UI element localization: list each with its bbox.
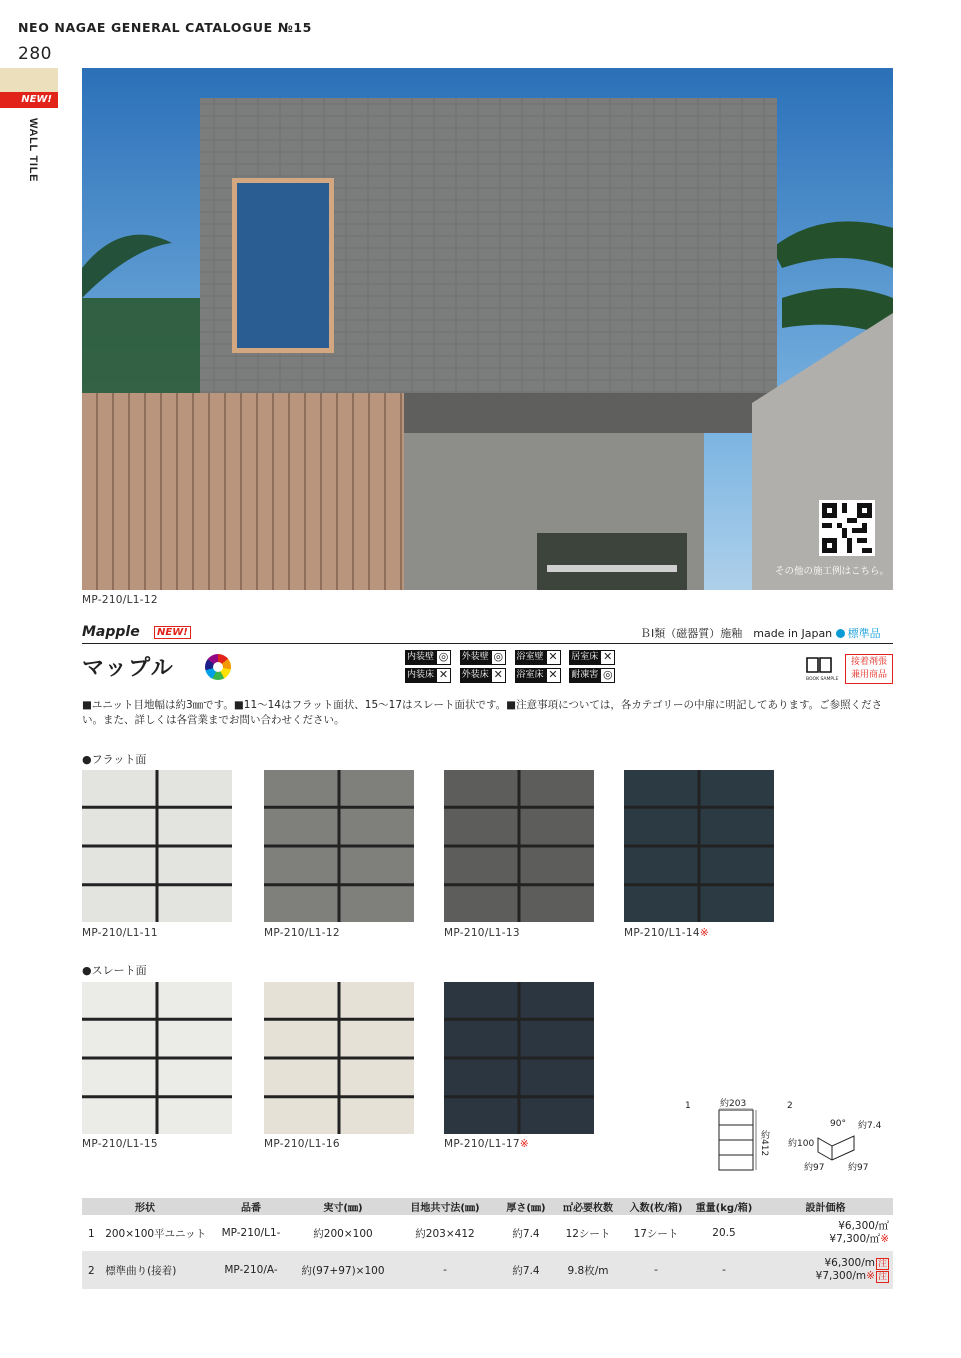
tile-caption <box>444 927 520 939</box>
qr-code[interactable] <box>819 500 875 556</box>
cell-weight: - <box>690 1251 758 1289</box>
cell-code: MP-210/A- <box>208 1251 294 1289</box>
row-number: 1 <box>88 1227 95 1240</box>
tile-piece <box>444 886 518 922</box>
flat-section-label: ●フラット面 <box>82 753 147 766</box>
catalogue-title: NEO NAGAE GENERAL CATALOGUE №15 <box>18 20 312 35</box>
tile-piece <box>159 982 233 1018</box>
tile-piece <box>521 770 595 806</box>
tile-piece <box>341 1021 415 1057</box>
cell-qty: 17シート <box>633 1227 679 1240</box>
tile-piece <box>341 770 415 806</box>
adhesive-line1: 接着剤張 <box>850 657 887 667</box>
cell-shape <box>82 1215 208 1251</box>
tile-code: MP-210/L1-14 <box>624 927 700 939</box>
tile-piece <box>521 848 595 884</box>
usage-item <box>515 650 567 665</box>
tile-piece <box>444 1060 518 1096</box>
price-line-2: ¥7,300/㎡※ <box>829 1233 889 1245</box>
cell-thickness: 約7.4 <box>498 1251 554 1289</box>
usage-label: 内装床 <box>405 668 436 683</box>
tile-piece <box>624 848 698 884</box>
diagram-thickness-label: 約7.4 <box>858 1121 882 1131</box>
tile-piece <box>701 886 775 922</box>
tile-piece <box>341 809 415 845</box>
cell-thickness: 約7.4 <box>512 1227 540 1240</box>
usage-mark: ✕ <box>546 650 561 665</box>
unit-diagram <box>718 1108 758 1172</box>
diagram-1-number: 1 <box>685 1101 691 1111</box>
col-weight: 重量(kg/箱) <box>690 1198 758 1215</box>
cell-joint: 約203×412 <box>415 1227 475 1240</box>
tile-piece <box>444 809 518 845</box>
tile-piece <box>264 1060 338 1096</box>
tile-piece <box>159 848 233 884</box>
usage-label: 外装壁 <box>460 650 491 665</box>
cell-need: 9.8枚/m <box>554 1251 622 1289</box>
tile-caption <box>82 1138 158 1150</box>
tile-piece <box>624 770 698 806</box>
spec-table <box>82 1198 893 1289</box>
usage-mark: ◎ <box>436 650 451 665</box>
standard-dot-icon <box>836 629 845 638</box>
diagram-2-number: 2 <box>787 1101 793 1111</box>
usage-mark: ✕ <box>491 668 506 683</box>
col-shape: 形状 <box>82 1198 208 1215</box>
diagram-height-label: 約412 <box>759 1130 769 1157</box>
cell-joint: - <box>392 1251 498 1289</box>
tile-piece <box>521 809 595 845</box>
tile-pattern <box>624 770 774 922</box>
cell-weight: 20.5 <box>712 1227 736 1239</box>
cell-shape <box>82 1251 208 1289</box>
tile-code: MP-210/L1-15 <box>82 1138 158 1150</box>
tile-mark: ※ <box>519 1138 529 1150</box>
product-name-en: Mapple <box>82 624 140 640</box>
cell-need: 12シート <box>565 1227 611 1240</box>
col-thickness: 厚さ(㎜) <box>498 1198 554 1215</box>
adhesive-line2: 兼用商品 <box>850 670 887 680</box>
page-number: 280 <box>18 44 52 64</box>
tile-piece <box>444 1021 518 1057</box>
tile-piece <box>264 770 338 806</box>
tile-piece <box>701 770 775 806</box>
note-badge: 注 <box>877 1272 887 1282</box>
book-sample-label: BOOK SAMPLE <box>806 677 839 682</box>
heading-rule <box>82 643 893 644</box>
tile-code: MP-210/L1-12 <box>264 927 340 939</box>
tile-piece <box>444 982 518 1018</box>
usage-label: 外装床 <box>460 668 491 683</box>
eco-logo-icon <box>205 654 231 680</box>
usage-item <box>460 650 512 665</box>
tile-swatch <box>264 982 414 1134</box>
tile-piece <box>341 886 415 922</box>
tile-pattern <box>82 982 232 1134</box>
cell-size: 約(97+97)×100 <box>294 1251 392 1289</box>
tile-piece <box>82 1021 156 1057</box>
usage-label: 耐凍害 <box>569 668 600 683</box>
usage-label: 浴室床 <box>515 668 546 683</box>
usage-mark: ✕ <box>436 668 451 683</box>
shape-text: 標準曲り(接着) <box>105 1264 177 1277</box>
col-need: ㎡必要枚数 <box>554 1198 622 1215</box>
tile-piece <box>264 982 338 1018</box>
usage-mark: ◎ <box>600 668 615 683</box>
tile-piece <box>521 982 595 1018</box>
usage-mark: ◎ <box>491 650 506 665</box>
tile-piece <box>521 1060 595 1096</box>
usage-item <box>515 668 567 683</box>
category-label: WALL TILE <box>27 118 39 183</box>
qr-caption: その他の施工例はこちら。 <box>774 566 889 577</box>
hero-photo <box>82 68 893 590</box>
tile-pattern <box>82 770 232 922</box>
tile-swatch <box>82 770 232 922</box>
usage-grid <box>405 650 621 683</box>
tile-piece <box>264 886 338 922</box>
diagram-angle-label: 90° <box>830 1119 846 1129</box>
hero-caption: MP-210/L1-12 <box>82 594 158 606</box>
corner-diagram <box>814 1128 860 1162</box>
usage-item <box>569 668 621 683</box>
tile-piece <box>444 848 518 884</box>
tile-piece <box>444 770 518 806</box>
tile-piece <box>82 982 156 1018</box>
tile-piece <box>264 1098 338 1134</box>
cell-qty: - <box>622 1251 690 1289</box>
palm-right <box>772 221 893 338</box>
tile-piece <box>159 809 233 845</box>
table-header-row <box>82 1198 893 1215</box>
table-row <box>82 1215 893 1251</box>
usage-label: 浴室壁 <box>515 650 546 665</box>
tile-piece <box>82 1098 156 1134</box>
spec-text: ＢⅠ類（磁器質）施釉 made in Japan <box>640 627 833 640</box>
col-code: 品番 <box>208 1198 294 1215</box>
tile-caption <box>82 927 158 939</box>
new-tab: NEW! <box>0 92 58 108</box>
qr-icon <box>822 503 872 553</box>
usage-mark: ✕ <box>600 650 615 665</box>
tile-piece <box>341 982 415 1018</box>
tile-piece <box>82 809 156 845</box>
cell-size: 約200×100 <box>313 1227 373 1240</box>
usage-item <box>405 650 457 665</box>
tile-piece <box>159 886 233 922</box>
row-number: 2 <box>88 1264 95 1277</box>
slate-section-label: ●スレート面 <box>82 964 147 977</box>
tile-piece <box>341 1060 415 1096</box>
cell-code: MP-210/L1- <box>221 1227 281 1239</box>
tile-piece <box>159 770 233 806</box>
tile-pattern <box>264 770 414 922</box>
tile-piece <box>701 809 775 845</box>
price-line-2: ¥7,300/m※ 注 <box>815 1270 887 1282</box>
tile-mark: ※ <box>699 927 709 939</box>
product-note: ■ユニット目地幅は約3㎜です。■11～14はフラット面状、15～17はスレート面状です。■注意事項については，各カテゴリーの中扉に明記してあります。ご参照ください。また、詳しくは各営業までお問い合わせください。 <box>82 699 883 726</box>
tile-piece <box>521 1098 595 1134</box>
building-illustration <box>82 68 893 590</box>
tile-piece <box>82 886 156 922</box>
diagram-b97-label: 約97 <box>848 1163 869 1173</box>
tile-code: MP-210/L1-13 <box>444 927 520 939</box>
tile-piece <box>159 1098 233 1134</box>
tile-piece <box>341 1098 415 1134</box>
new-badge: NEW! <box>154 626 191 639</box>
tile-pattern <box>264 982 414 1134</box>
tile-piece <box>701 848 775 884</box>
tile-code: MP-210/L1-17 <box>444 1138 520 1150</box>
price-line-1: ¥6,300/m 注 <box>824 1257 887 1269</box>
tile-piece <box>82 1060 156 1096</box>
tile-piece <box>521 886 595 922</box>
tile-piece <box>82 848 156 884</box>
tile-piece <box>624 809 698 845</box>
tile-piece <box>82 770 156 806</box>
tile-piece <box>521 1021 595 1057</box>
table-row <box>82 1251 893 1289</box>
standard-label: 標準品 <box>847 627 881 640</box>
col-size: 実寸(㎜) <box>294 1198 392 1215</box>
usage-label: 居室床 <box>569 650 600 665</box>
tile-code: MP-210/L1-11 <box>82 927 158 939</box>
diagram-width-label: 約203 <box>720 1099 747 1109</box>
note-badge: 注 <box>877 1259 887 1269</box>
col-joint: 目地共寸法(㎜) <box>392 1198 498 1215</box>
tile-pattern <box>444 770 594 922</box>
tile-piece <box>341 848 415 884</box>
tile-piece <box>624 886 698 922</box>
tile-piece <box>159 1060 233 1096</box>
tile-caption <box>624 927 709 939</box>
tile-swatch <box>444 770 594 922</box>
usage-item <box>405 668 457 683</box>
tile-piece <box>159 1021 233 1057</box>
tile-swatch <box>444 982 594 1134</box>
cell-price <box>758 1215 893 1251</box>
tile-caption <box>444 1138 529 1150</box>
tile-piece <box>264 848 338 884</box>
cell-price <box>758 1251 893 1289</box>
book-icon <box>806 656 832 673</box>
tile-piece <box>444 1098 518 1134</box>
usage-label: 内装壁 <box>405 650 436 665</box>
col-price: 設計価格 <box>758 1198 893 1215</box>
adhesive-badge <box>845 654 893 684</box>
palm-left <box>82 235 200 393</box>
usage-item <box>460 668 512 683</box>
tile-code: MP-210/L1-16 <box>264 1138 340 1150</box>
tile-piece <box>264 809 338 845</box>
diagram-height-100-label: 約100 <box>788 1139 815 1149</box>
product-name-jp: マップル <box>82 656 175 681</box>
tile-swatch <box>624 770 774 922</box>
tile-pattern <box>444 982 594 1134</box>
col-qty: 入数(枚/箱) <box>622 1198 690 1215</box>
tile-piece <box>264 1021 338 1057</box>
category-tab <box>0 68 58 92</box>
tile-caption <box>264 927 340 939</box>
price-line-1: ¥6,300/㎡ <box>838 1220 889 1232</box>
usage-mark: ✕ <box>546 668 561 683</box>
tile-caption <box>264 1138 340 1150</box>
book-sample <box>806 656 839 682</box>
product-spec <box>640 625 881 641</box>
usage-item <box>569 650 621 665</box>
tile-swatch <box>82 982 232 1134</box>
shape-text: 200×100平ユニット <box>105 1227 207 1240</box>
tile-swatch <box>264 770 414 922</box>
diagram-a97-label: 約97 <box>804 1163 825 1173</box>
